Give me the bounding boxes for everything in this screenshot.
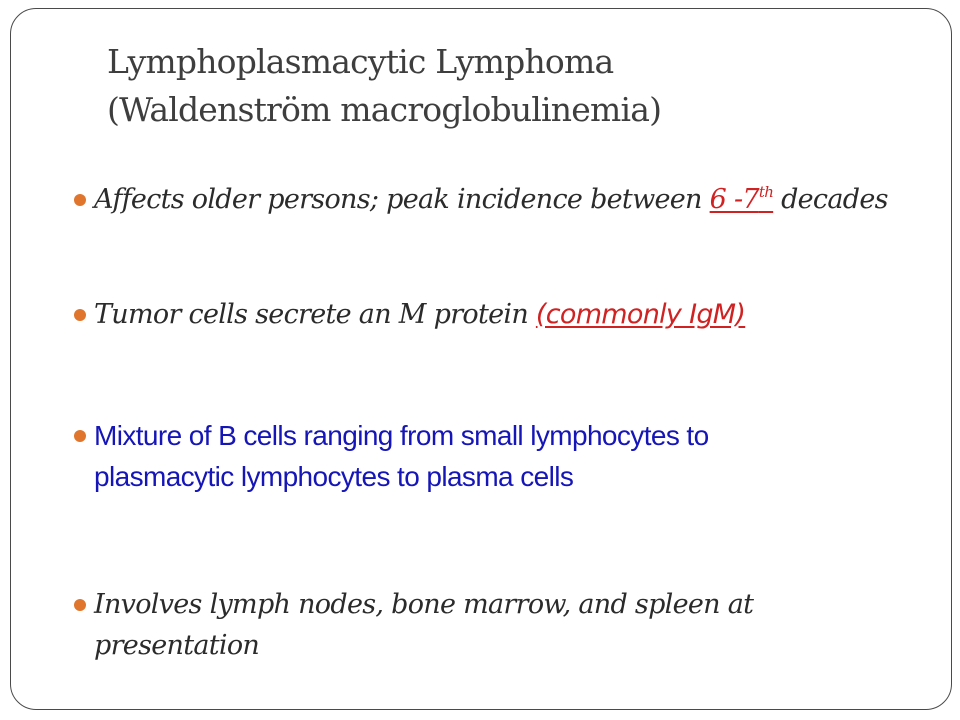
bullet-m-protein-highlight: (commonly IgM) bbox=[535, 299, 746, 330]
title-line-1: Lymphoplasmacytic Lymphoma bbox=[107, 42, 614, 81]
bullet-dot bbox=[74, 309, 86, 321]
bullet-age-text bbox=[94, 179, 894, 220]
bullet-age-superscript: th bbox=[758, 183, 774, 201]
bullet-m-protein-text bbox=[94, 294, 894, 335]
bullet-m-protein-text-before: Tumor cells secrete an M protein bbox=[94, 299, 536, 330]
bullet-age-range: 6 -7 bbox=[709, 184, 759, 215]
bullet-dot bbox=[74, 599, 86, 611]
bullet-dot bbox=[74, 430, 86, 442]
slide-title bbox=[107, 38, 887, 134]
bullet-involvement-text: Involves lymph nodes, bone marrow, and spleen at presentation bbox=[94, 589, 754, 661]
bullet-age-text-before: Affects older persons; peak incidence between bbox=[94, 184, 710, 215]
bullet-age-text-after: decades bbox=[773, 184, 888, 215]
title-line-2: (Waldenström macroglobulinemia) bbox=[107, 90, 662, 129]
bullet-dot bbox=[74, 194, 86, 206]
bullet-age-highlight bbox=[710, 184, 774, 215]
bullet-b-cells-text: Mixture of B cells ranging from small lymphocytes to plasmacytic lymphocytes to plasma cells bbox=[94, 420, 709, 492]
